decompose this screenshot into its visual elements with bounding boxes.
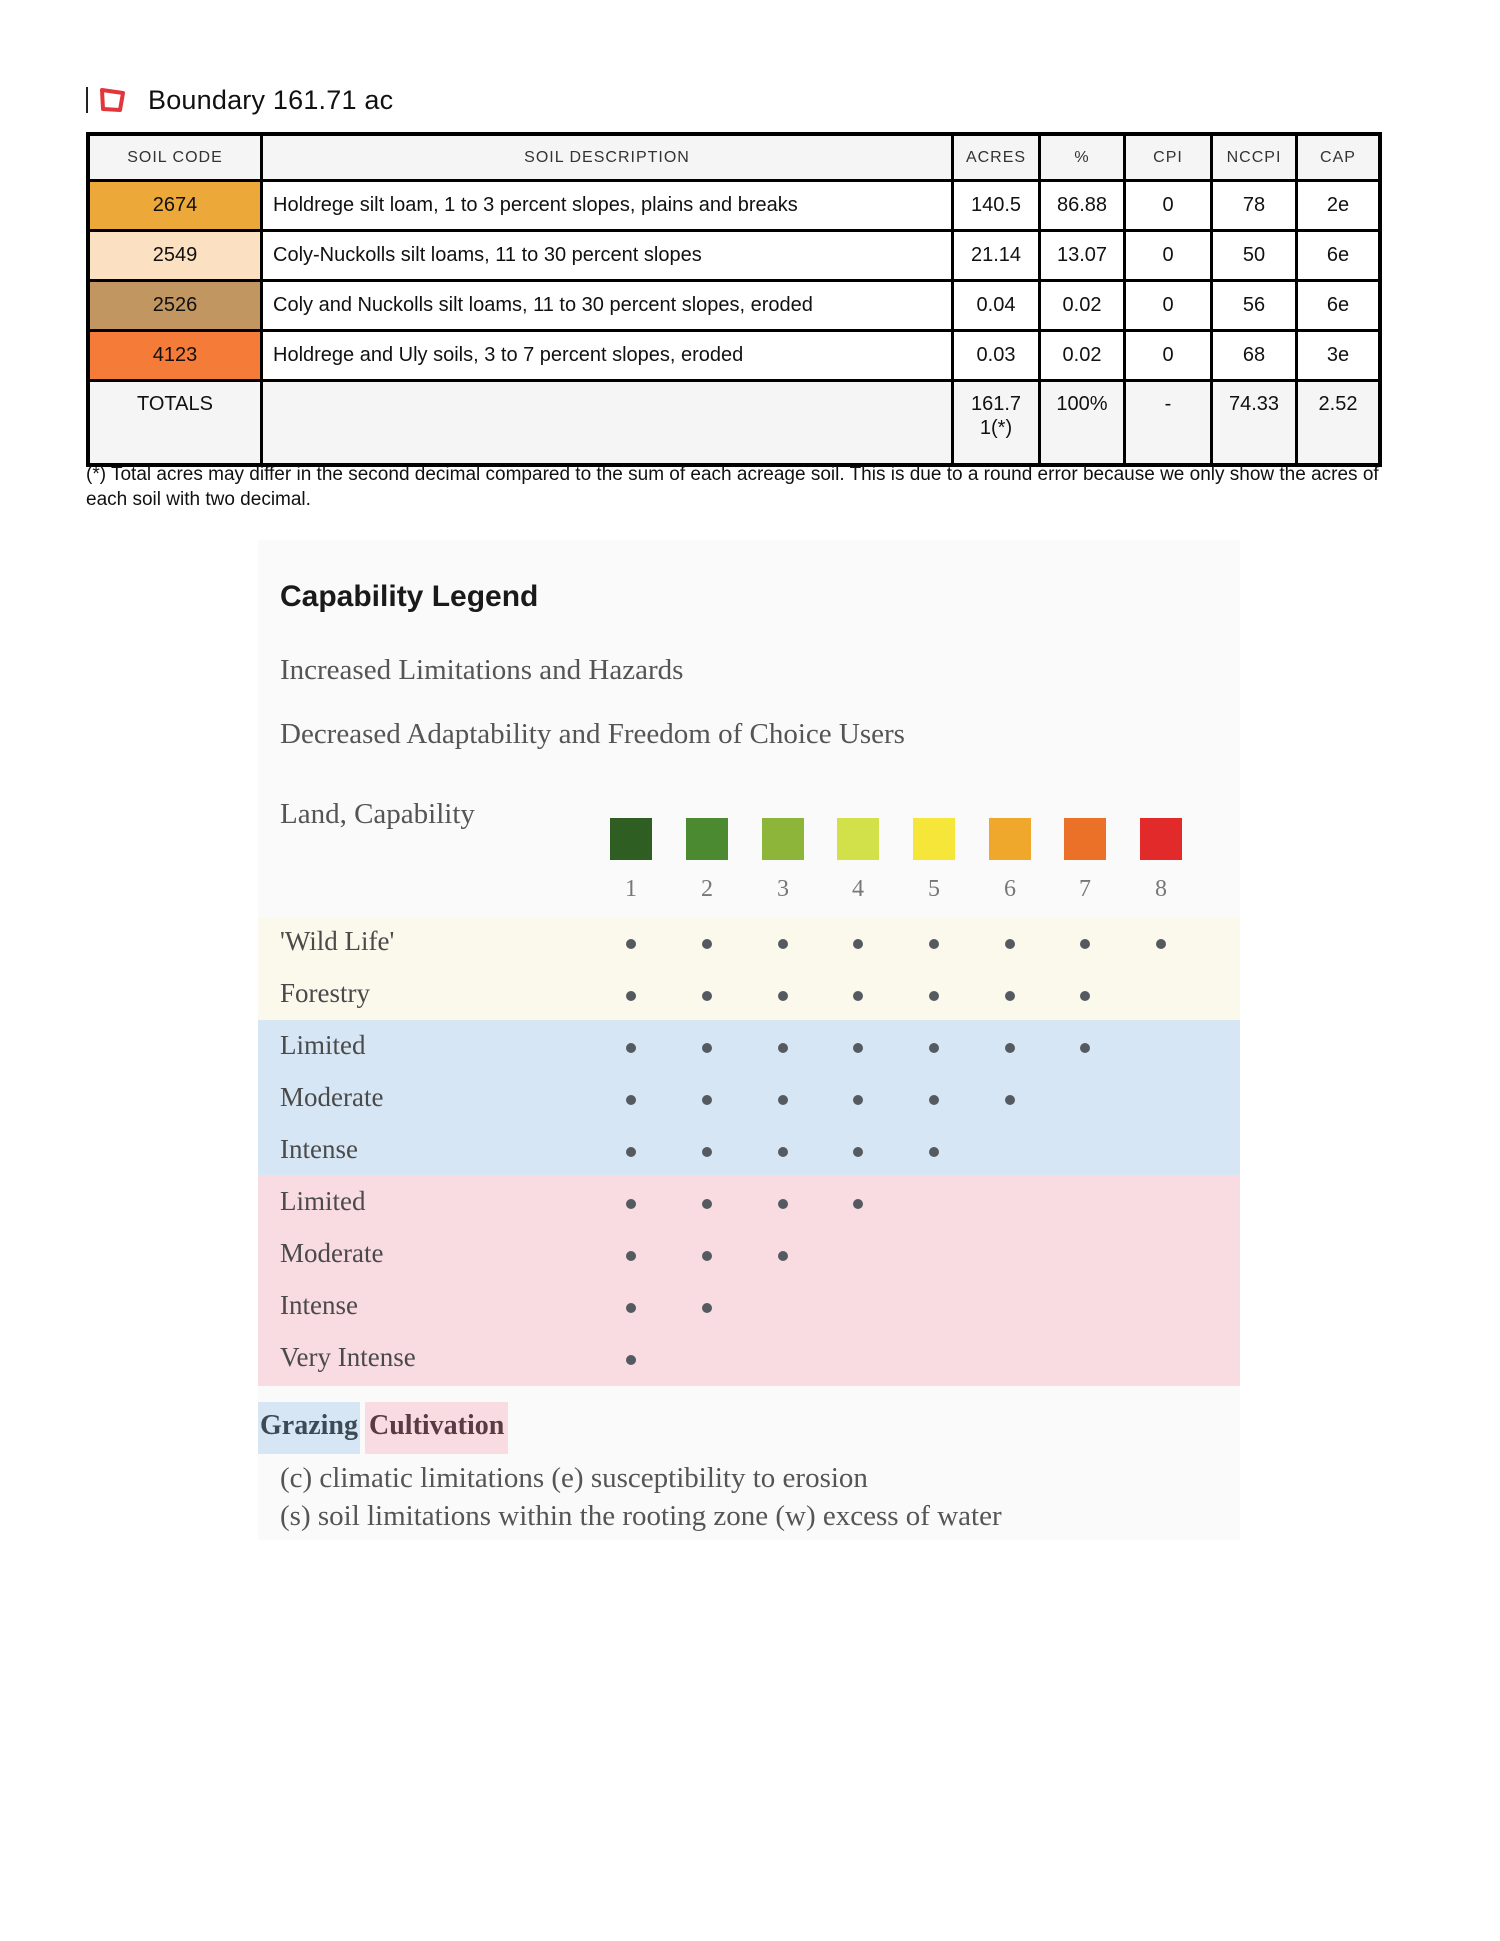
boundary-polygon-icon <box>98 87 128 113</box>
percent-cell: 86.88 <box>1040 181 1125 231</box>
suitability-dot-icon <box>626 1147 636 1157</box>
acres-cell: 0.03 <box>953 331 1040 381</box>
soil-code-cell: 2549 <box>88 231 262 281</box>
totals-cpi: - <box>1125 381 1212 466</box>
suitability-dot-icon <box>929 991 939 1001</box>
cap-cell: 6e <box>1297 231 1381 281</box>
class-4-color-swatch <box>837 818 879 860</box>
land-use-label: Moderate <box>280 1238 384 1268</box>
legend-subtitle-limitations: Increased Limitations and Hazards <box>280 654 684 686</box>
nccpi-cell: 50 <box>1212 231 1297 281</box>
suitability-dot-icon <box>929 1095 939 1105</box>
suitability-dot-icon <box>778 939 788 949</box>
cpi-cell: 0 <box>1125 231 1212 281</box>
suitability-dot-icon <box>702 1043 712 1053</box>
soil-code-cell: 4123 <box>88 331 262 381</box>
soil-description-cell: Coly and Nuckolls silt loams, 11 to 30 percent slopes, eroded <box>262 281 953 331</box>
soil-description-cell: Holdrege and Uly soils, 3 to 7 percent slopes, eroded <box>262 331 953 381</box>
suitability-dot-icon <box>626 1095 636 1105</box>
suitability-dot-icon <box>702 1095 712 1105</box>
suitability-dot-icon <box>778 1251 788 1261</box>
suitability-dot-icon <box>778 991 788 1001</box>
suitability-dot-icon <box>702 1147 712 1157</box>
land-use-label: Limited <box>280 1186 366 1216</box>
col-header-soil-code: SOIL CODE <box>88 134 262 181</box>
totals-description <box>262 381 953 466</box>
land-use-label: Intense <box>280 1134 358 1164</box>
nccpi-cell: 68 <box>1212 331 1297 381</box>
col-header-cpi: CPI <box>1125 134 1212 181</box>
table-row <box>88 281 1380 331</box>
soil-table <box>86 132 1382 467</box>
suitability-dot-icon <box>1005 1095 1015 1105</box>
class-3-color-swatch <box>762 818 804 860</box>
class-3-number: 3 <box>777 876 789 902</box>
soil-description-cell: Holdrege silt loam, 1 to 3 percent slopes, plains and breaks <box>262 181 953 231</box>
col-header-acres: ACRES <box>953 134 1040 181</box>
suitability-dot-icon <box>853 1095 863 1105</box>
class-1-color-swatch <box>610 818 652 860</box>
suitability-dot-icon <box>853 1199 863 1209</box>
col-header-percent: % <box>1040 134 1125 181</box>
suitability-dot-icon <box>626 1303 636 1313</box>
class-6-color-swatch <box>989 818 1031 860</box>
cpi-cell: 0 <box>1125 281 1212 331</box>
class-4-number: 4 <box>852 876 864 902</box>
land-use-label: Intense <box>280 1290 358 1320</box>
soil-description-cell: Coly-Nuckolls silt loams, 11 to 30 percent slopes <box>262 231 953 281</box>
land-use-row <box>258 1282 1240 1334</box>
suitability-dot-icon <box>626 939 636 949</box>
totals-cap: 2.52 <box>1297 381 1381 466</box>
land-use-row <box>258 918 1240 970</box>
land-use-row <box>258 1334 1240 1386</box>
suitability-dot-icon <box>853 1043 863 1053</box>
boundary-header <box>86 82 393 118</box>
land-use-row <box>258 970 1240 1022</box>
suitability-dot-icon <box>702 1199 712 1209</box>
suitability-dot-icon <box>929 1147 939 1157</box>
totals-acres-line2: 1(*) <box>979 417 1013 439</box>
key-limitations-line-2: (s) soil limitations within the rooting zone (w) excess of water <box>280 1500 1002 1532</box>
suitability-dot-icon <box>702 1303 712 1313</box>
land-use-label: Very Intense <box>280 1342 416 1372</box>
land-use-row <box>258 1022 1240 1074</box>
class-7-color-swatch <box>1064 818 1106 860</box>
class-1-number: 1 <box>625 876 637 902</box>
acres-cell: 140.5 <box>953 181 1040 231</box>
class-2-color-swatch <box>686 818 728 860</box>
suitability-dot-icon <box>1156 939 1166 949</box>
suitability-dot-icon <box>778 1199 788 1209</box>
cpi-cell: 0 <box>1125 181 1212 231</box>
nccpi-cell: 56 <box>1212 281 1297 331</box>
col-header-cap: CAP <box>1297 134 1381 181</box>
class-5-number: 5 <box>928 876 940 902</box>
cap-cell: 3e <box>1297 331 1381 381</box>
nccpi-cell: 78 <box>1212 181 1297 231</box>
class-7-number: 7 <box>1079 876 1091 902</box>
capability-legend <box>258 540 1240 1540</box>
suitability-dot-icon <box>626 991 636 1001</box>
suitability-dot-icon <box>929 1043 939 1053</box>
table-row <box>88 231 1380 281</box>
land-use-row <box>258 1178 1240 1230</box>
land-use-row <box>258 1230 1240 1282</box>
suitability-dot-icon <box>778 1043 788 1053</box>
suitability-dot-icon <box>702 991 712 1001</box>
suitability-dot-icon <box>778 1147 788 1157</box>
totals-nccpi: 74.33 <box>1212 381 1297 466</box>
class-2-number: 2 <box>701 876 713 902</box>
suitability-dot-icon <box>1005 1043 1015 1053</box>
acres-cell: 21.14 <box>953 231 1040 281</box>
land-use-label: 'Wild Life' <box>280 926 395 956</box>
suitability-dot-icon <box>853 991 863 1001</box>
suitability-dot-icon <box>1005 939 1015 949</box>
suitability-dot-icon <box>626 1251 636 1261</box>
col-header-soil-description: SOIL DESCRIPTION <box>262 134 953 181</box>
boundary-title: Boundary 161.71 ac <box>148 84 394 115</box>
land-use-label: Limited <box>280 1030 366 1060</box>
header-divider <box>86 87 88 113</box>
suitability-dot-icon <box>778 1095 788 1105</box>
table-row <box>88 331 1380 381</box>
key-cultivation: Cultivation <box>365 1402 508 1454</box>
totals-row <box>88 381 1380 466</box>
totals-acres <box>953 381 1040 466</box>
col-header-nccpi: NCCPI <box>1212 134 1297 181</box>
totals-acres-line1: 161.7 <box>970 393 1022 415</box>
legend-subtitle-adaptability: Decreased Adaptability and Freedom of Choice Users <box>280 718 905 750</box>
suitability-dot-icon <box>853 1147 863 1157</box>
suitability-dot-icon <box>853 939 863 949</box>
rounding-note: (*) Total acres may differ in the second decimal compared to the sum of each acreage soil. This is due to a round error because we only show the acres of each soil with two decimal. <box>86 464 1379 510</box>
totals-label: TOTALS <box>88 381 262 466</box>
suitability-dot-icon <box>1080 939 1090 949</box>
land-capability-label: Land, Capability <box>280 798 475 830</box>
totals-percent: 100% <box>1040 381 1125 466</box>
suitability-dot-icon <box>626 1199 636 1209</box>
soil-code-cell: 2674 <box>88 181 262 231</box>
table-row <box>88 181 1380 231</box>
class-8-number: 8 <box>1155 876 1167 902</box>
land-use-label: Forestry <box>280 978 370 1008</box>
class-5-color-swatch <box>913 818 955 860</box>
land-use-label: Moderate <box>280 1082 384 1112</box>
percent-cell: 0.02 <box>1040 331 1125 381</box>
legend-title: Capability Legend <box>280 580 539 613</box>
suitability-dot-icon <box>1080 991 1090 1001</box>
suitability-dot-icon <box>1005 991 1015 1001</box>
acres-cell: 0.04 <box>953 281 1040 331</box>
cap-cell: 2e <box>1297 181 1381 231</box>
suitability-dot-icon <box>626 1043 636 1053</box>
suitability-dot-icon <box>1080 1043 1090 1053</box>
percent-cell: 13.07 <box>1040 231 1125 281</box>
land-use-row <box>258 1074 1240 1126</box>
suitability-dot-icon <box>626 1355 636 1365</box>
key-limitations-line-1: (c) climatic limitations (e) susceptibility to erosion <box>280 1462 868 1494</box>
percent-cell: 0.02 <box>1040 281 1125 331</box>
land-use-row <box>258 1126 1240 1178</box>
cap-cell: 6e <box>1297 281 1381 331</box>
suitability-dot-icon <box>929 939 939 949</box>
legend-key <box>258 1402 508 1454</box>
cpi-cell: 0 <box>1125 331 1212 381</box>
suitability-dot-icon <box>702 939 712 949</box>
class-6-number: 6 <box>1004 876 1016 902</box>
table-header-row <box>88 134 1380 181</box>
soil-code-cell: 2526 <box>88 281 262 331</box>
key-grazing: Grazing <box>258 1402 360 1454</box>
class-8-color-swatch <box>1140 818 1182 860</box>
suitability-dot-icon <box>702 1251 712 1261</box>
